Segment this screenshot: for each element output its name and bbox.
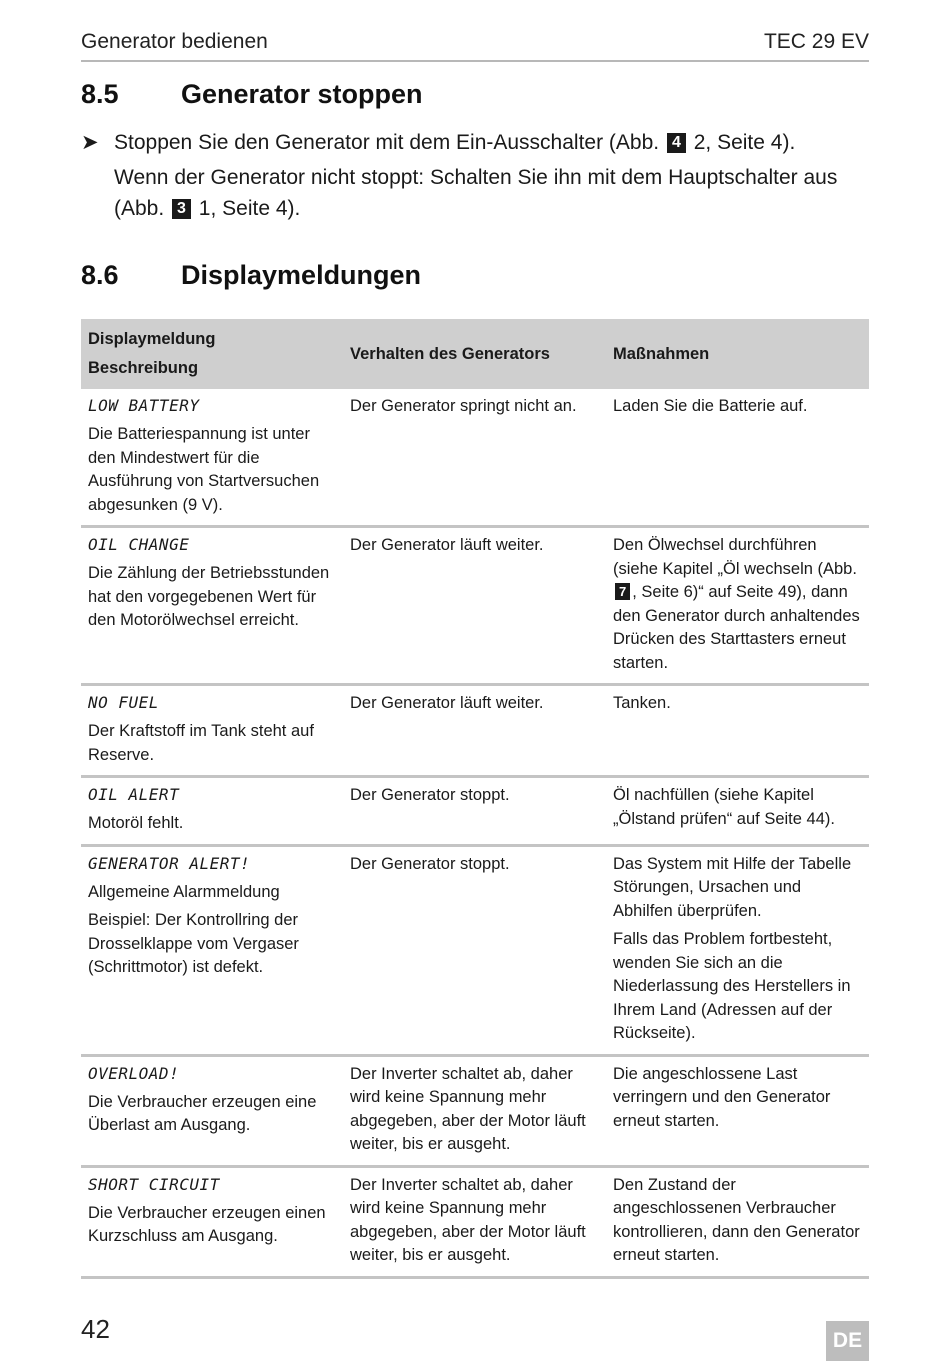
display-code: SHORT CIRCUIT <box>88 1174 220 1194</box>
table-row <box>81 777 869 846</box>
step-note: Wenn der Generator nicht stoppt: Schalten Sie ihn mit dem Hauptschalter aus (Abb. 3 1, Seite 4). <box>114 166 838 220</box>
display-messages-table <box>81 319 869 1279</box>
section-heading-stop <box>81 79 423 110</box>
header-cell-message: Displaymeldung Beschreibung <box>81 319 343 389</box>
message-cell: OIL CHANGE Die Zählung der Betriebsstunden hat den vorgegebenen Wert für den Motorölwechsel erreicht. <box>81 527 343 685</box>
display-code: NO FUEL <box>88 693 159 712</box>
header-cell-actions: Maßnahmen <box>606 319 869 389</box>
action-cell: Laden Sie die Batterie auf. <box>606 389 869 527</box>
action-cell: Tanken. <box>606 685 869 777</box>
behavior-cell: Der Generator läuft weiter. <box>343 685 606 777</box>
table-row <box>81 389 869 527</box>
table-row <box>81 685 869 777</box>
section-title: Generator stoppen <box>181 79 423 109</box>
table-row <box>81 1166 869 1277</box>
behavior-cell: Der Generator stoppt. <box>343 845 606 1055</box>
language-tab: DE <box>826 1321 869 1361</box>
page-number: 42 <box>81 1314 110 1344</box>
message-cell: GENERATOR ALERT! Allgemeine Alarmmeldung Beispiel: Der Kontrollring der Drosselklappe vom Vergaser (Schrittmotor) ist defekt. <box>81 845 343 1055</box>
behavior-cell: Der Inverter schaltet ab, daher wird keine Spannung mehr abgegeben, aber der Motor läuft weiter, bis er ausgeht. <box>343 1055 606 1166</box>
behavior-cell: Der Generator läuft weiter. <box>343 527 606 685</box>
display-code: LOW BATTERY <box>88 396 200 415</box>
action-cell: Den Zustand der angeschlossenen Verbraucher kontrollieren, dann den Generator erneut starten. <box>606 1166 869 1277</box>
step-text: Stoppen Sie den Generator mit dem Ein-Ausschalter (Abb. 4 2, Seite 4). <box>114 131 796 154</box>
behavior-cell: Der Generator springt nicht an. <box>343 389 606 527</box>
action-cell: Öl nachfüllen (siehe Kapitel „Ölstand prüfen“ auf Seite 44). <box>606 777 869 846</box>
section-title: Displaymeldungen <box>181 260 422 290</box>
section-number: 8.6 <box>81 260 119 290</box>
action-cell: Die angeschlossene Last verringern und den Generator erneut starten. <box>606 1055 869 1166</box>
behavior-cell: Der Inverter schaltet ab, daher wird keine Spannung mehr abgegeben, aber der Motor läuft weiter, bis er ausgeht. <box>343 1166 606 1277</box>
behavior-cell: Der Generator stoppt. <box>343 777 606 846</box>
instruction-step <box>81 127 871 224</box>
section-heading-display <box>81 260 421 291</box>
arrow-bullet-icon: ➤ <box>81 131 99 154</box>
display-code: OIL ALERT <box>88 785 180 804</box>
figure-badge: 4 <box>667 133 686 153</box>
figure-badge: 3 <box>172 199 191 219</box>
figure-badge: 7 <box>615 583 630 600</box>
header-model: TEC 29 EV <box>763 30 869 53</box>
message-cell: OVERLOAD! Die Verbraucher erzeugen eine Überlast am Ausgang. <box>81 1055 343 1166</box>
display-code: GENERATOR ALERT! <box>88 853 251 873</box>
message-cell: SHORT CIRCUIT Die Verbraucher erzeugen einen Kurzschluss am Ausgang. <box>81 1166 343 1277</box>
display-code: OVERLOAD! <box>88 1063 180 1083</box>
header-chapter: Generator bedienen <box>81 30 268 53</box>
message-cell: LOW BATTERY Die Batteriespannung ist unter den Mindestwert für die Ausführung von Startversuchen abgesunken (9 V). <box>81 389 343 527</box>
message-cell: NO FUEL Der Kraftstoff im Tank steht auf Reserve. <box>81 685 343 777</box>
action-cell: Den Ölwechsel durchführen (siehe Kapitel „Öl wechseln (Abb. 7 , Seite 6)“ auf Seite 49), dann den Generator durch anhaltendes Drücken des Starttasters erneut starten. <box>606 527 869 685</box>
page-header <box>81 30 869 62</box>
action-cell: Das System mit Hilfe der Tabelle Störungen, Ursachen und Abhilfen überprüfen. Falls das Problem fortbesteht, wenden Sie sich an die Niederlassung des Herstellers in Ihrem Land (Adressen auf der Rückseite). <box>606 845 869 1055</box>
section-number: 8.5 <box>81 79 119 109</box>
table-row <box>81 845 869 1055</box>
display-code: OIL CHANGE <box>88 535 190 554</box>
message-cell: OIL ALERT Motoröl fehlt. <box>81 777 343 846</box>
table-header-row <box>81 319 869 389</box>
table-row <box>81 1055 869 1166</box>
header-cell-behavior: Verhalten des Generators <box>343 319 606 389</box>
table-row <box>81 527 869 685</box>
